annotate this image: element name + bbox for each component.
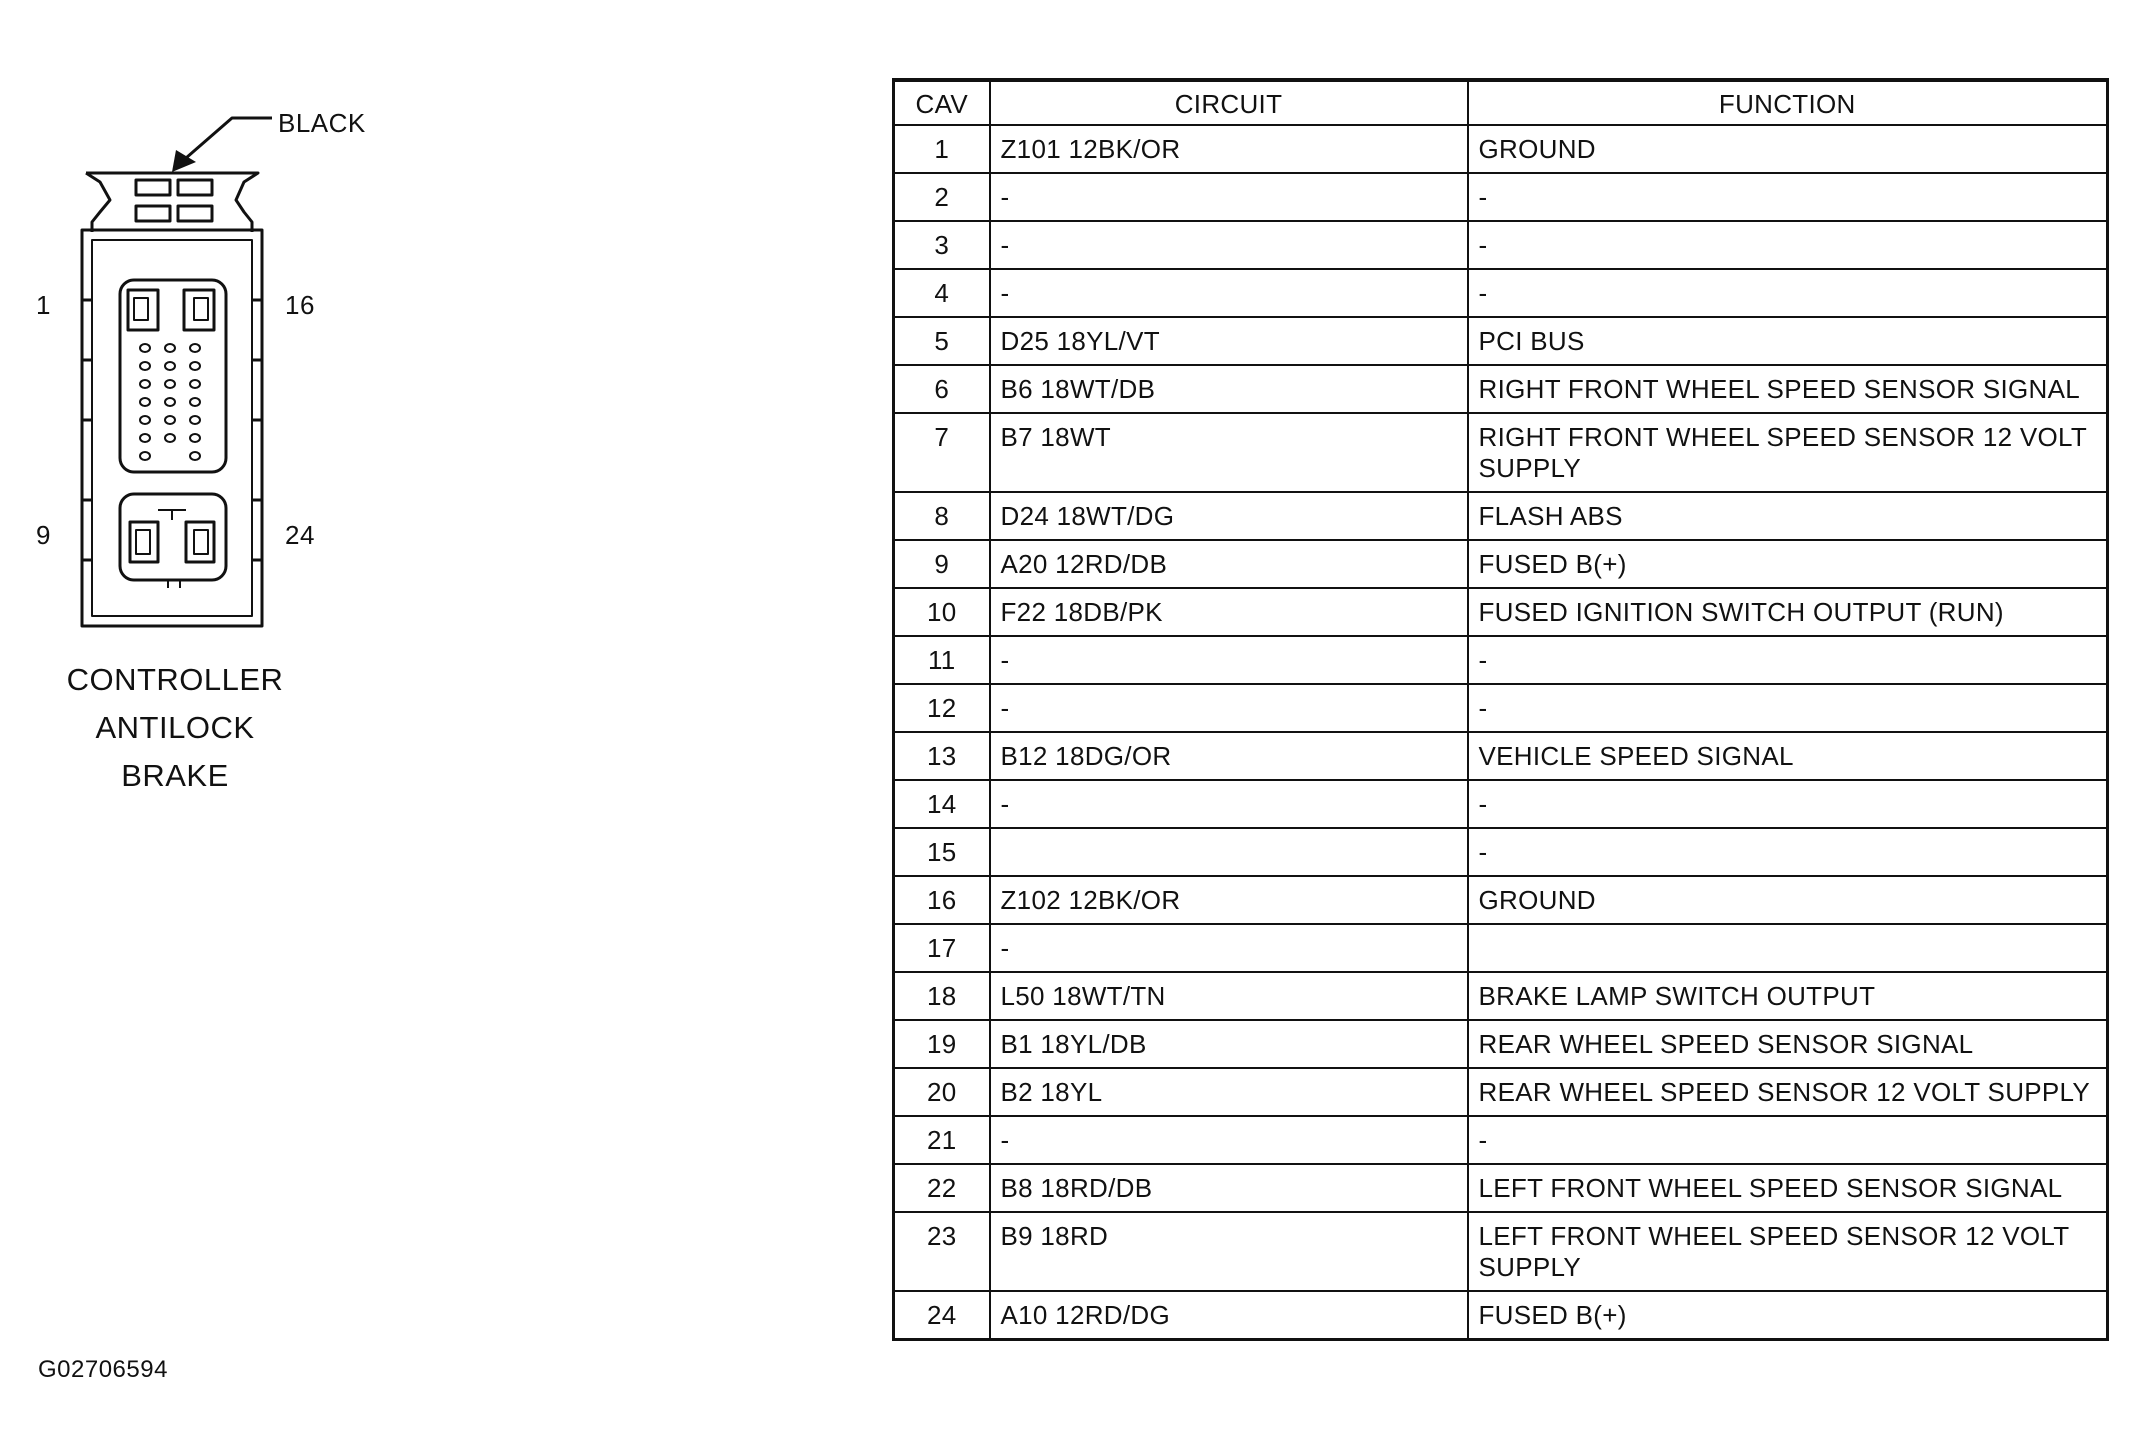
pin-label-9: 9 [36,520,51,550]
table-header-row [894,80,2108,125]
table-row [894,1068,2108,1116]
function-cell: RIGHT FRONT WHEEL SPEED SENSOR SIGNAL [1468,365,2108,413]
function-cell: - [1468,269,2108,317]
connector-color-label: BLACK [278,108,366,138]
pin-label-16: 16 [285,290,315,320]
function-cell: FUSED B(+) [1468,540,2108,588]
function-cell: FUSED IGNITION SWITCH OUTPUT (RUN) [1468,588,2108,636]
latch-slot-bottom-left [136,206,170,221]
table-row [894,1020,2108,1068]
latch-left [86,173,110,232]
cav-cell: 24 [894,1291,990,1339]
pin-holes [140,344,200,460]
circuit-cell [990,828,1468,876]
circuit-cell: - [990,924,1468,972]
circuit-cell: Z102 12BK/OR [990,876,1468,924]
circuit-cell: - [990,780,1468,828]
pin-label-24: 24 [285,520,315,550]
table-row [894,684,2108,732]
circuit-cell: A20 12RD/DB [990,540,1468,588]
latch-slot-top-right [178,180,212,195]
circuit-cell: - [990,1116,1468,1164]
table-row [894,1212,2108,1291]
function-cell: - [1468,636,2108,684]
cav-cell: 23 [894,1212,990,1291]
table-row [894,125,2108,173]
circuit-cell: - [990,684,1468,732]
cav-cell: 17 [894,924,990,972]
circuit-cell: B7 18WT [990,413,1468,492]
leader-line [186,118,272,158]
function-cell: REAR WHEEL SPEED SENSOR 12 VOLT SUPPLY [1468,1068,2108,1116]
cav-cell: 22 [894,1164,990,1212]
function-cell: - [1468,221,2108,269]
table-row [894,732,2108,780]
function-cell: VEHICLE SPEED SIGNAL [1468,732,2108,780]
table-row [894,1116,2108,1164]
latch-top [86,173,258,232]
table-row [894,492,2108,540]
cav-cell: 9 [894,540,990,588]
cav-cell: 1 [894,125,990,173]
connector-housing [82,230,262,626]
function-cell: - [1468,173,2108,221]
connector-name-line: BRAKE [121,758,229,793]
table-row [894,876,2108,924]
circuit-cell: - [990,636,1468,684]
latch-slot-bottom-right [178,206,212,221]
cav-cell: 16 [894,876,990,924]
cav-cell: 6 [894,365,990,413]
table-row [894,828,2108,876]
cav-cell: 4 [894,269,990,317]
circuit-cell: B2 18YL [990,1068,1468,1116]
cav-cell: 8 [894,492,990,540]
cav-cell: 20 [894,1068,990,1116]
pin-label-1: 1 [36,290,51,320]
cav-cell: 21 [894,1116,990,1164]
table-row [894,588,2108,636]
cav-cell: 2 [894,173,990,221]
circuit-cell: B12 18DG/OR [990,732,1468,780]
circuit-cell: F22 18DB/PK [990,588,1468,636]
table-row [894,269,2108,317]
terminal-24 [186,522,214,562]
table-row [894,1164,2108,1212]
cav-cell: 11 [894,636,990,684]
circuit-cell: L50 18WT/TN [990,972,1468,1020]
table-row [894,317,2108,365]
function-cell: GROUND [1468,125,2108,173]
circuit-cell: - [990,269,1468,317]
pinout-table [892,78,2109,1341]
cav-cell: 3 [894,221,990,269]
cav-cell: 12 [894,684,990,732]
header-circuit: CIRCUIT [990,80,1468,125]
table-row [894,1291,2108,1339]
function-cell: - [1468,1116,2108,1164]
function-cell: GROUND [1468,876,2108,924]
table-row [894,413,2108,492]
table-row [894,924,2108,972]
circuit-cell: D24 18WT/DG [990,492,1468,540]
function-cell: - [1468,828,2108,876]
circuit-cell: D25 18YL/VT [990,317,1468,365]
function-cell: FUSED B(+) [1468,1291,2108,1339]
figure-id: G02706594 [38,1356,168,1383]
cav-cell: 18 [894,972,990,1020]
function-cell: RIGHT FRONT WHEEL SPEED SENSOR 12 VOLT SUPPLY [1468,413,2108,492]
circuit-cell: - [990,173,1468,221]
connector-name-line: ANTILOCK [95,710,255,745]
function-cell: REAR WHEEL SPEED SENSOR SIGNAL [1468,1020,2108,1068]
table-row [894,972,2108,1020]
cav-cell: 13 [894,732,990,780]
table-row [894,780,2108,828]
connector-name [40,656,310,800]
connector-figure [0,0,420,840]
header-function: FUNCTION [1468,80,2108,125]
cav-cell: 5 [894,317,990,365]
circuit-cell: B6 18WT/DB [990,365,1468,413]
circuit-cell: B9 18RD [990,1212,1468,1291]
function-cell: BRAKE LAMP SWITCH OUTPUT [1468,972,2108,1020]
function-cell: LEFT FRONT WHEEL SPEED SENSOR SIGNAL [1468,1164,2108,1212]
terminal-1 [128,290,158,330]
connector-inner-frame [92,240,252,616]
cav-cell: 14 [894,780,990,828]
table-row [894,365,2108,413]
terminal-9 [130,522,158,562]
connector-name-line: CONTROLLER [66,662,284,697]
cav-cell: 19 [894,1020,990,1068]
function-cell: LEFT FRONT WHEEL SPEED SENSOR 12 VOLT SUPPLY [1468,1212,2108,1291]
circuit-cell: B8 18RD/DB [990,1164,1468,1212]
table-row [894,636,2108,684]
terminal-16 [184,290,214,330]
circuit-cell: Z101 12BK/OR [990,125,1468,173]
circuit-cell: A10 12RD/DG [990,1291,1468,1339]
latch-slot-top-left [136,180,170,195]
upper-cavity-block [120,280,226,472]
function-cell [1468,924,2108,972]
connector-drawing [0,0,420,660]
circuit-cell: - [990,221,1468,269]
table-row [894,540,2108,588]
header-cav: CAV [894,80,990,125]
cav-cell: 7 [894,413,990,492]
cav-cell: 10 [894,588,990,636]
cav-cell: 15 [894,828,990,876]
table-row [894,221,2108,269]
function-cell: FLASH ABS [1468,492,2108,540]
table-row [894,173,2108,221]
function-cell: - [1468,684,2108,732]
circuit-cell: B1 18YL/DB [990,1020,1468,1068]
pinout-body [894,125,2108,1339]
function-cell: PCI BUS [1468,317,2108,365]
function-cell: - [1468,780,2108,828]
